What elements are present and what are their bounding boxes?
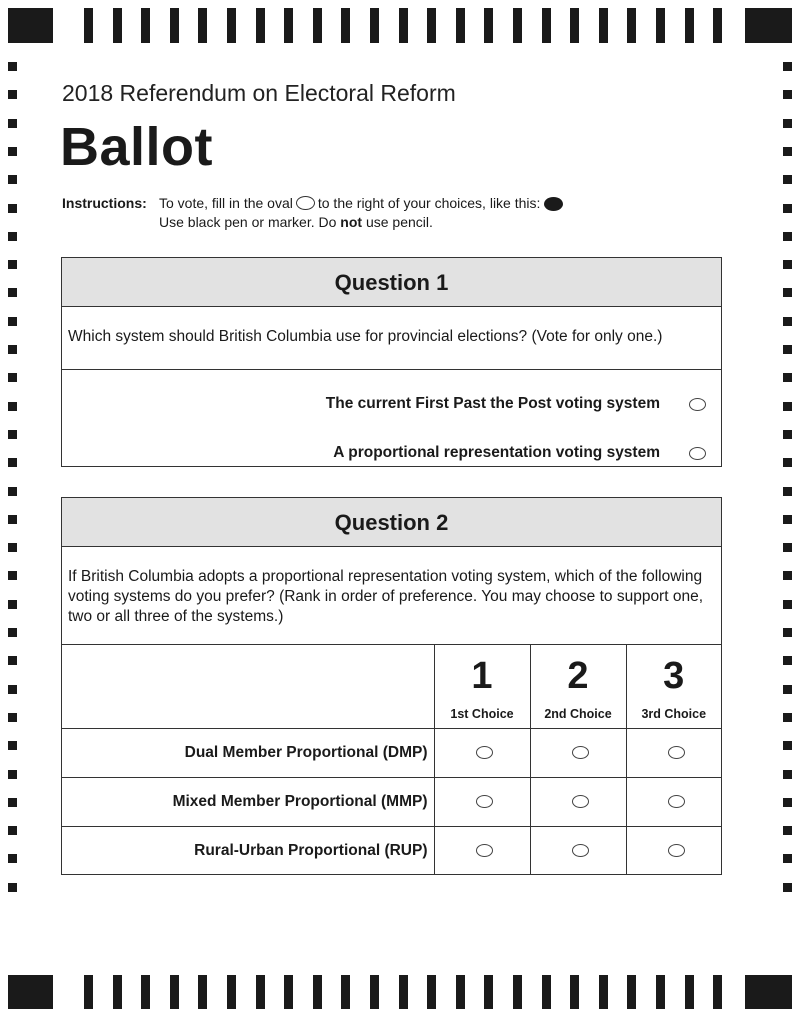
system-row-mmp bbox=[62, 777, 721, 826]
left-timing-square bbox=[8, 656, 17, 665]
corner-block bbox=[745, 8, 792, 43]
bottom-timing-bar bbox=[313, 975, 322, 1009]
top-timing-bar bbox=[599, 8, 608, 43]
right-timing-square bbox=[783, 798, 792, 807]
bottom-timing-bar bbox=[370, 975, 379, 1009]
instructions-emphasis: not bbox=[340, 214, 363, 230]
top-timing-bar bbox=[113, 8, 122, 43]
right-timing-square bbox=[783, 430, 792, 439]
right-timing-square bbox=[783, 119, 792, 128]
rank-cell bbox=[626, 728, 721, 777]
bottom-timing-bar bbox=[513, 975, 522, 1009]
right-timing-square bbox=[783, 402, 792, 411]
left-timing-square bbox=[8, 515, 17, 524]
top-timing-bar bbox=[198, 8, 207, 43]
rank-header-2 bbox=[530, 645, 626, 728]
left-timing-square bbox=[8, 204, 17, 213]
question-1-text: Which system should British Columbia use for provincial elections? (Vote for only one.) bbox=[62, 307, 721, 370]
left-timing-square bbox=[8, 175, 17, 184]
left-timing-square bbox=[8, 232, 17, 241]
bottom-timing-bar bbox=[713, 975, 722, 1009]
right-timing-square bbox=[783, 232, 792, 241]
rank-cell bbox=[626, 777, 721, 826]
top-timing-bar bbox=[484, 8, 493, 43]
vote-oval-fptp[interactable] bbox=[689, 398, 706, 411]
left-timing-square bbox=[8, 713, 17, 722]
question-1-box bbox=[61, 257, 722, 467]
system-row-dmp bbox=[62, 728, 721, 777]
rank-label: 1st Choice bbox=[450, 707, 514, 721]
option-label: A proportional representation voting system bbox=[333, 444, 660, 461]
left-timing-square bbox=[8, 458, 17, 467]
top-timing-bar bbox=[685, 8, 694, 43]
right-timing-square bbox=[783, 373, 792, 382]
top-timing-bar bbox=[713, 8, 722, 43]
instructions-line-1 bbox=[159, 195, 563, 211]
left-timing-square bbox=[8, 260, 17, 269]
left-timing-square bbox=[8, 90, 17, 99]
bottom-timing-bar bbox=[141, 975, 150, 1009]
question-1-heading: Question 1 bbox=[62, 258, 721, 307]
vote-oval-mmp-3[interactable] bbox=[668, 795, 685, 808]
right-timing-square bbox=[783, 62, 792, 71]
right-timing-square bbox=[783, 204, 792, 213]
bottom-timing-bar bbox=[456, 975, 465, 1009]
left-timing-square bbox=[8, 628, 17, 637]
vote-oval-dmp-3[interactable] bbox=[668, 746, 685, 759]
right-timing-square bbox=[783, 685, 792, 694]
right-timing-square bbox=[783, 883, 792, 892]
left-timing-square bbox=[8, 798, 17, 807]
rank-label: 3rd Choice bbox=[641, 707, 707, 721]
system-label: Rural-Urban Proportional (RUP) bbox=[62, 826, 434, 875]
rank-cell bbox=[434, 826, 530, 875]
right-timing-square bbox=[783, 515, 792, 524]
top-timing-bar bbox=[256, 8, 265, 43]
right-timing-square bbox=[783, 543, 792, 552]
bottom-timing-bar bbox=[399, 975, 408, 1009]
bottom-timing-bar bbox=[542, 975, 551, 1009]
ranking-table bbox=[62, 645, 721, 875]
left-timing-square bbox=[8, 571, 17, 580]
top-timing-bar bbox=[84, 8, 93, 43]
left-timing-square bbox=[8, 62, 17, 71]
rank-header-3 bbox=[626, 645, 721, 728]
right-timing-square bbox=[783, 854, 792, 863]
right-timing-square bbox=[783, 713, 792, 722]
top-timing-bar bbox=[370, 8, 379, 43]
rank-label: 2nd Choice bbox=[544, 707, 612, 721]
vote-oval-dmp-1[interactable] bbox=[476, 746, 493, 759]
corner-block bbox=[8, 975, 53, 1009]
top-timing-bar bbox=[627, 8, 636, 43]
vote-oval-mmp-2[interactable] bbox=[572, 795, 589, 808]
instructions-label: Instructions: bbox=[62, 195, 147, 211]
filled-oval-icon bbox=[544, 197, 563, 211]
instructions-text-d: use pencil. bbox=[362, 214, 433, 230]
right-timing-square bbox=[783, 317, 792, 326]
right-timing-square bbox=[783, 288, 792, 297]
right-timing-square bbox=[783, 600, 792, 609]
bottom-timing-bar bbox=[341, 975, 350, 1009]
left-timing-square bbox=[8, 543, 17, 552]
left-timing-square bbox=[8, 854, 17, 863]
left-timing-square bbox=[8, 373, 17, 382]
rank-header-1 bbox=[434, 645, 530, 728]
right-timing-square bbox=[783, 628, 792, 637]
left-timing-square bbox=[8, 770, 17, 779]
instructions-text-a: To vote, fill in the oval bbox=[159, 195, 293, 211]
question-1-option bbox=[62, 370, 721, 419]
bottom-timing-bar bbox=[685, 975, 694, 1009]
question-1-option bbox=[62, 419, 721, 468]
right-timing-square bbox=[783, 571, 792, 580]
corner-block bbox=[745, 975, 792, 1009]
right-timing-square bbox=[783, 345, 792, 354]
right-timing-square bbox=[783, 826, 792, 835]
right-timing-square bbox=[783, 770, 792, 779]
bottom-timing-bar bbox=[599, 975, 608, 1009]
bottom-timing-bar bbox=[170, 975, 179, 1009]
rank-header-row bbox=[62, 645, 721, 728]
corner-block bbox=[8, 8, 53, 43]
question-2-box bbox=[61, 497, 722, 875]
vote-oval-rup-2[interactable] bbox=[572, 844, 589, 857]
top-timing-bar bbox=[341, 8, 350, 43]
vote-oval-dmp-2[interactable] bbox=[572, 746, 589, 759]
system-label: Mixed Member Proportional (MMP) bbox=[62, 777, 434, 826]
right-timing-square bbox=[783, 175, 792, 184]
top-timing-bar bbox=[399, 8, 408, 43]
left-timing-square bbox=[8, 288, 17, 297]
question-2-text: If British Columbia adopts a proportional representation voting system, which of the following voting systems do you prefer? (Rank in order of preference. You may choose to support one, two or all three of the systems.) bbox=[62, 547, 721, 645]
bottom-timing-bar bbox=[484, 975, 493, 1009]
system-row-rup bbox=[62, 826, 721, 875]
bottom-timing-bar bbox=[427, 975, 436, 1009]
question-2-heading: Question 2 bbox=[62, 498, 721, 547]
right-timing-square bbox=[783, 260, 792, 269]
rank-number: 3 bbox=[663, 655, 685, 697]
instructions-line-2 bbox=[159, 214, 433, 230]
right-timing-square bbox=[783, 487, 792, 496]
left-timing-square bbox=[8, 345, 17, 354]
left-timing-square bbox=[8, 826, 17, 835]
rank-number: 2 bbox=[567, 655, 589, 697]
left-timing-square bbox=[8, 317, 17, 326]
right-timing-square bbox=[783, 458, 792, 467]
bottom-timing-bar bbox=[256, 975, 265, 1009]
instructions-text-c: Use black pen or marker. Do bbox=[159, 214, 341, 230]
right-timing-square bbox=[783, 741, 792, 750]
left-timing-square bbox=[8, 402, 17, 411]
ballot-subtitle: 2018 Referendum on Electoral Reform bbox=[62, 80, 456, 106]
vote-oval-rup-3[interactable] bbox=[668, 844, 685, 857]
vote-oval-mmp-1[interactable] bbox=[476, 795, 493, 808]
left-timing-square bbox=[8, 600, 17, 609]
option-label: The current First Past the Post voting system bbox=[325, 395, 660, 412]
right-timing-square bbox=[783, 656, 792, 665]
rank-cell bbox=[530, 728, 626, 777]
top-timing-bar bbox=[284, 8, 293, 43]
left-timing-square bbox=[8, 430, 17, 439]
vote-oval-rup-1[interactable] bbox=[476, 844, 493, 857]
top-timing-bar bbox=[570, 8, 579, 43]
bottom-timing-bar bbox=[84, 975, 93, 1009]
right-timing-square bbox=[783, 147, 792, 156]
top-timing-bar bbox=[456, 8, 465, 43]
rank-cell bbox=[626, 826, 721, 875]
rank-cell bbox=[434, 777, 530, 826]
top-timing-bar bbox=[141, 8, 150, 43]
left-timing-square bbox=[8, 119, 17, 128]
left-timing-square bbox=[8, 685, 17, 694]
top-timing-bar bbox=[656, 8, 665, 43]
left-timing-square bbox=[8, 741, 17, 750]
left-timing-square bbox=[8, 147, 17, 156]
system-label: Dual Member Proportional (DMP) bbox=[62, 728, 434, 777]
bottom-timing-bar bbox=[570, 975, 579, 1009]
right-timing-square bbox=[783, 90, 792, 99]
left-timing-square bbox=[8, 883, 17, 892]
instructions-text-b: to the right of your choices, like this: bbox=[317, 195, 541, 211]
top-timing-bar bbox=[170, 8, 179, 43]
top-timing-bar bbox=[513, 8, 522, 43]
empty-oval-icon bbox=[296, 196, 315, 210]
bottom-timing-bar bbox=[656, 975, 665, 1009]
bottom-timing-bar bbox=[227, 975, 236, 1009]
rank-number: 1 bbox=[471, 655, 493, 697]
top-timing-bar bbox=[313, 8, 322, 43]
bottom-timing-bar bbox=[627, 975, 636, 1009]
left-timing-square bbox=[8, 487, 17, 496]
bottom-timing-bar bbox=[113, 975, 122, 1009]
top-timing-bar bbox=[227, 8, 236, 43]
rank-cell bbox=[434, 728, 530, 777]
top-timing-bar bbox=[542, 8, 551, 43]
rank-cell bbox=[530, 777, 626, 826]
bottom-timing-bar bbox=[284, 975, 293, 1009]
ballot-title: Ballot bbox=[60, 117, 214, 177]
top-timing-bar bbox=[427, 8, 436, 43]
vote-oval-pr[interactable] bbox=[689, 447, 706, 460]
rank-header-blank bbox=[62, 645, 434, 728]
bottom-timing-bar bbox=[198, 975, 207, 1009]
rank-cell bbox=[530, 826, 626, 875]
